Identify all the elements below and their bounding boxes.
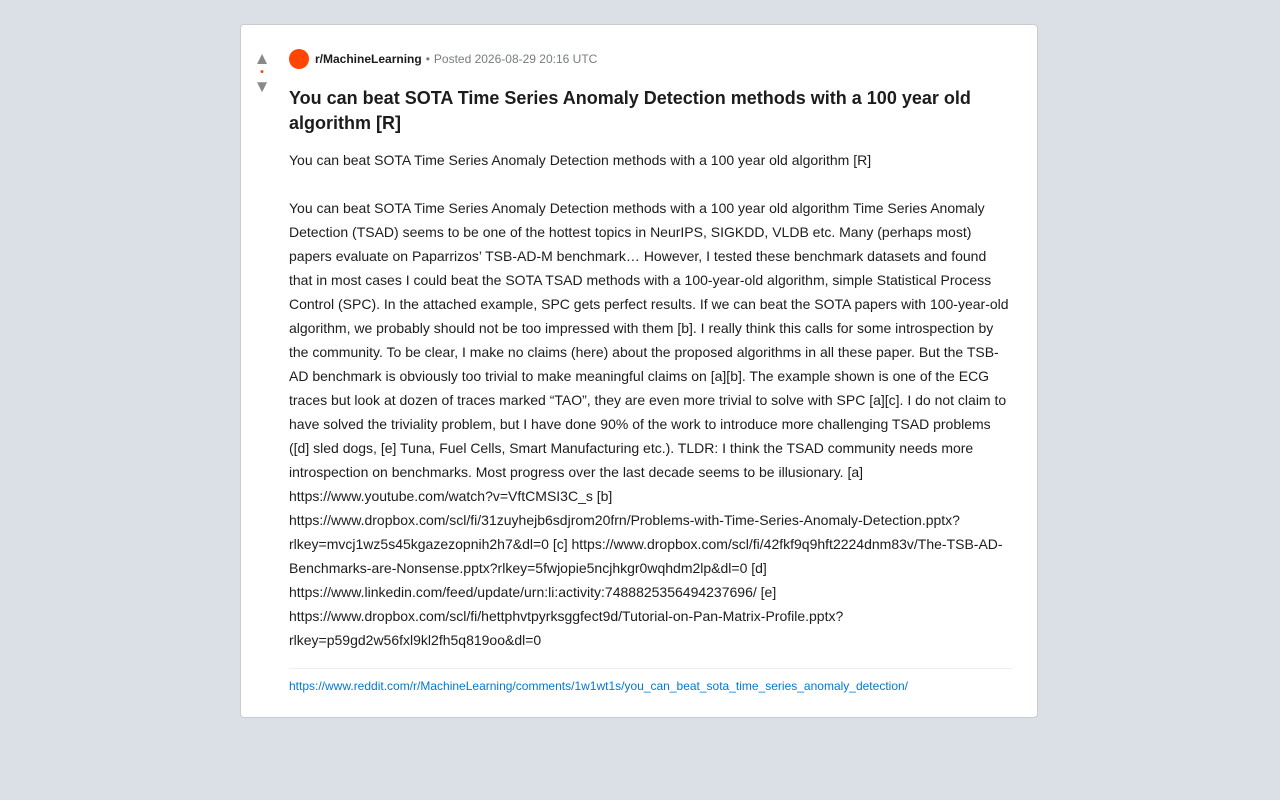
post-footer (289, 668, 1013, 694)
permalink[interactable]: https://www.reddit.com/r/MachineLearning/comments/1w1wt1s/you_can_beat_sota_time_series_anomaly_detection/ (289, 679, 908, 693)
post-title[interactable]: You can beat SOTA Time Series Anomaly Detection methods with a 100 year old algorithm [R] (289, 88, 971, 133)
post-body (289, 148, 1013, 652)
post-meta (289, 49, 1013, 69)
downvote-arrow-icon[interactable]: ▼ (253, 77, 271, 96)
meta-separator: • (425, 52, 430, 66)
post-timestamp: Posted 2026-08-29 20:16 UTC (433, 52, 598, 66)
upvote-arrow-icon[interactable]: ▲ (253, 49, 271, 68)
subreddit-link[interactable]: r/MachineLearning (315, 52, 422, 66)
vote-count: • (260, 67, 264, 78)
post-card (240, 24, 1038, 718)
subreddit-avatar-icon[interactable] (289, 49, 309, 69)
post-body-paragraph: You can beat SOTA Time Series Anomaly Detection methods with a 100 year old algorithm Time Series Anomaly Detection (TSAD) seems to be one of the hottest topics in NeurIPS, SIGKDD, VLDB etc. Many (perhaps most) papers evaluate on Paparrizos’ TSB-AD-M benchmark… However, I tested these benchmark datasets and found that in most cases I could beat the SOTA TSAD methods with a 100-year-old algorithm, simple Statistical Process Control (SPC). In the attached example, SPC gets perfect results. If we can beat the SOTA papers with 100-year-old algorithm, we probably should not be too impressed with them [b]. I really think this calls for some introspection by the community. To be clear, I make no claims (here) about the proposed algorithms in all these paper. But the TSB-AD benchmark is obviously too trivial to make meaningful claims on [a][b]. The example shown is one of the ECG traces but look at dozen of traces marked “TAO”, they are even more trivial to solve with SPC [a][c]. I do not claim to have solved the triviality problem, but I have done 90% of the work to introduce more challenging TSAD problems ([d] sled dogs, [e] Tuna, Fuel Cells, Smart Manufacturing etc.). TLDR: I think the TSAD community needs more introspection on benchmarks. Most progress over the last decade seems to be illusionary. [a] https://www.youtube.com/watch?v=VftCMSI3C_s [b] https://www.dropbox.com/scl/fi/31zuyhejb6sdjrom20frn/Problems-with-Time-Series-Anomaly-Detection.pptx?rlkey=mvcj1wz5s45kgazezopnih2h7&dl=0 [c] https://www.dropbox.com/scl/fi/42fkf9q9hft2224dnm83v/The-TSB-AD-Benchmarks-are-Nonsense.pptx?rlkey=5fwjopie5ncjhkgr0wqhdm2lp&dl=0 [d] https://www.linkedin.com/feed/update/urn:li:activity:7488825356494237696/ [e] https://www.dropbox.com/scl/fi/hettphvtpyrksggfect9d/Tutorial-on-Pan-Matrix-Profile.pptx?rlkey=p59gd2w56fxl9kl2fh5q819oo&dl=0 (289, 200, 1009, 648)
post-body-paragraph: You can beat SOTA Time Series Anomaly Detection methods with a 100 year old algorithm [R] (289, 152, 872, 168)
vote-column (253, 49, 271, 97)
